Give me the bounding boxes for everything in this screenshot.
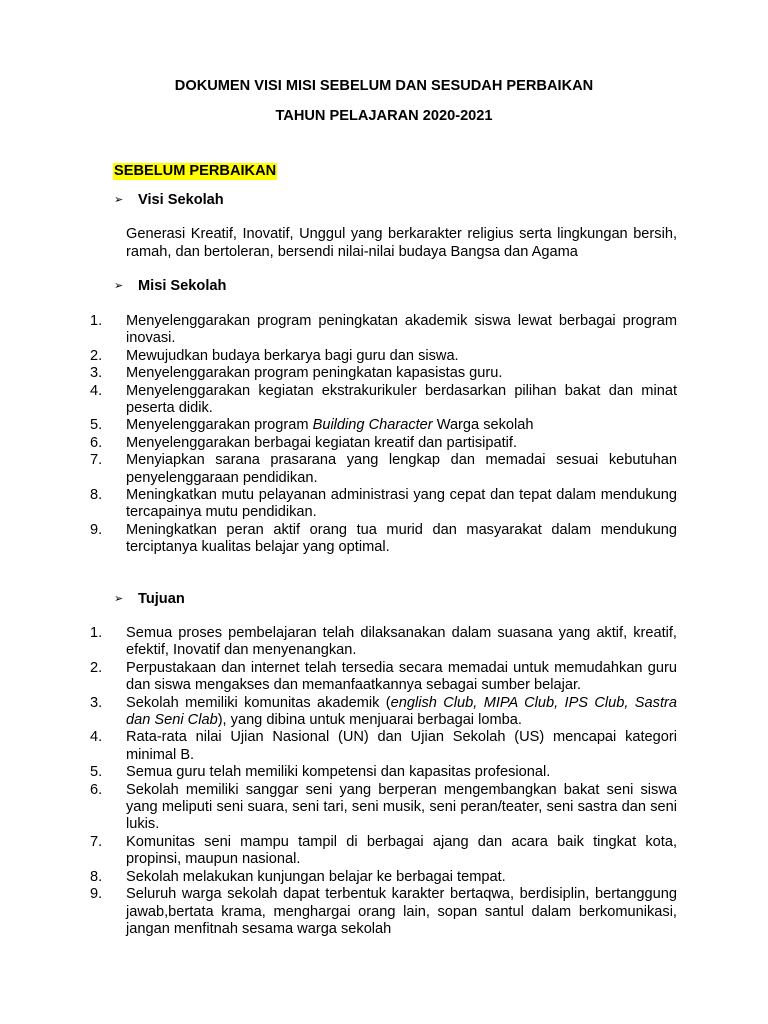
tujuan-item <box>0 834 768 869</box>
text-segment: Menyelenggarakan berbagai kegiatan kreatif dan partisipatif. <box>126 434 518 451</box>
text-segment: Meningkatkan peran aktif orang tua murid dan masyarakat dalam mendukung terciptanya kualitas belajar yang optimal. <box>126 521 677 556</box>
tujuan-item <box>0 869 768 886</box>
misi-item <box>0 435 768 452</box>
visi-text: Generasi Kreatif, Inovatif, Unggul yang berkarakter religius serta lingkungan bersih, ramah, dan bertoleran, bersendi nilai-nilai budaya Bangsa dan Agama <box>126 226 677 260</box>
misi-item <box>0 487 768 522</box>
list-item-text <box>126 695 677 730</box>
list-number: 7. <box>90 833 103 850</box>
list-number: 8. <box>90 868 103 885</box>
list-item-text <box>126 660 677 695</box>
list-item-text <box>126 313 677 348</box>
text-segment: Sekolah melakukan kunjungan belajar ke berbagai tempat. <box>126 868 506 885</box>
list-number: 1. <box>90 313 103 329</box>
list-number: 6. <box>90 781 103 798</box>
tujuan-item <box>0 729 768 764</box>
visi-heading <box>114 192 224 209</box>
list-item-text <box>126 348 677 365</box>
list-item-text <box>126 764 677 781</box>
list-number: 5. <box>90 417 103 434</box>
tujuan-heading <box>114 591 185 608</box>
tujuan-list <box>0 625 768 938</box>
text-segment: Semua guru telah memiliki kompetensi dan kapasitas profesional. <box>126 764 551 781</box>
misi-item <box>0 383 768 418</box>
text-segment: Menyelenggarakan kegiatan ekstrakurikuler berdasarkan pilihan bakat dan minat peserta didik. <box>126 382 677 417</box>
text-segment: Perpustakaan dan internet telah tersedia secara memadai untuk memudahkan guru dan siswa mengakses dan memanfaatkannya sebagai sumber belajar. <box>126 659 677 694</box>
list-item-text <box>126 487 677 522</box>
list-item-text <box>126 522 677 557</box>
document-subtitle: TAHUN PELAJARAN 2020-2021 <box>275 108 493 124</box>
tujuan-item <box>0 625 768 660</box>
text-segment: Rata-rata nilai Ujian Nasional (UN) dan Ujian Sekolah (US) mencapai kategori minimal B. <box>126 729 677 763</box>
visi-heading-label: Visi Sekolah <box>138 192 224 208</box>
text-segment: Menyelenggarakan program <box>126 417 313 434</box>
misi-heading-label: Misi Sekolah <box>138 278 227 294</box>
list-item-text <box>126 365 677 382</box>
italic-text: english Club, MIPA Club, IPS Club, Sastra dan Seni Clab <box>126 694 677 729</box>
text-segment: Semua proses pembelajaran telah dilaksanakan dalam suasana yang aktif, kreatif, efektif, Inovatif dan menyenangkan. <box>126 625 677 659</box>
list-number: 4. <box>90 382 103 399</box>
misi-item <box>0 348 768 365</box>
misi-heading <box>114 278 226 295</box>
list-item-text <box>126 869 677 886</box>
list-item-text <box>126 729 677 764</box>
list-number: 5. <box>90 764 103 781</box>
text-segment: Menyiapkan sarana prasarana yang lengkap dan memadai sesuai kebutuhan penyelenggaraan pendidikan. <box>126 452 677 486</box>
list-item-text <box>126 886 677 938</box>
italic-text: Building Character <box>312 417 433 434</box>
list-number: 2. <box>90 347 103 364</box>
text-segment: Sekolah memiliki sanggar seni yang berperan mengembangkan bakat seni siswa yang meliputi seni suara, seni tari, seni musik, seni peran/teater, seni sastra dan seni lukis. <box>126 781 677 833</box>
arrow-bullet-icon: ➢ <box>114 593 124 605</box>
text-segment: Komunitas seni mampu tampil di berbagai ajang dan acara baik tingkat kota, propinsi, maupun nasional. <box>126 833 677 868</box>
list-number: 6. <box>90 434 103 451</box>
misi-item <box>0 452 768 487</box>
misi-item <box>0 522 768 557</box>
misi-item <box>0 365 768 382</box>
list-item-text <box>126 417 677 434</box>
list-item-text <box>126 834 677 869</box>
list-number: 4. <box>90 729 103 746</box>
list-number: 3. <box>90 365 103 382</box>
arrow-bullet-icon: ➢ <box>114 194 124 206</box>
list-number: 2. <box>90 659 103 676</box>
list-item-text <box>126 452 677 487</box>
list-number: 1. <box>90 625 103 641</box>
list-number: 7. <box>90 452 103 469</box>
text-segment: Menyelenggarakan program peningkatan kapasistas guru. <box>126 365 503 382</box>
text-segment: ), yang dibina untuk menjuarai berbagai lomba. <box>217 712 522 729</box>
misi-item <box>0 417 768 434</box>
list-number: 9. <box>90 886 103 903</box>
section-label-sebelum: SEBELUM PERBAIKAN <box>114 163 277 179</box>
tujuan-item <box>0 695 768 730</box>
list-item-text <box>126 435 677 452</box>
document-title: DOKUMEN VISI MISI SEBELUM DAN SESUDAH PERBAIKAN <box>174 78 594 94</box>
list-item-text <box>126 782 677 834</box>
misi-list <box>0 313 768 557</box>
text-segment: Sekolah memiliki komunitas akademik ( <box>126 694 391 711</box>
list-item-text <box>126 383 677 418</box>
tujuan-heading-label: Tujuan <box>138 591 185 607</box>
list-number: 9. <box>90 521 103 538</box>
text-segment: Mewujudkan budaya berkarya bagi guru dan siswa. <box>126 347 459 364</box>
text-segment: Warga sekolah <box>432 417 534 434</box>
tujuan-item <box>0 782 768 834</box>
arrow-bullet-icon: ➢ <box>114 280 124 292</box>
text-segment: Menyelenggarakan program peningkatan akademik siswa lewat berbagai program inovasi. <box>126 313 677 347</box>
text-segment: Meningkatkan mutu pelayanan administrasi yang cepat dan tepat dalam mendukung tercapainya mutu pendidikan. <box>126 487 677 521</box>
tujuan-item <box>0 886 768 938</box>
tujuan-item <box>0 660 768 695</box>
list-number: 3. <box>90 694 103 711</box>
list-number: 8. <box>90 487 103 504</box>
misi-item <box>0 313 768 348</box>
tujuan-item <box>0 764 768 781</box>
list-item-text <box>126 625 677 660</box>
text-segment: Seluruh warga sekolah dapat terbentuk karakter bertaqwa, berdisiplin, bertanggung jawab,bertata krama, menghargai orang lain, sopan santul dalam berkomunikasi, jangan menfitnah sesama warga sekolah <box>126 886 677 937</box>
